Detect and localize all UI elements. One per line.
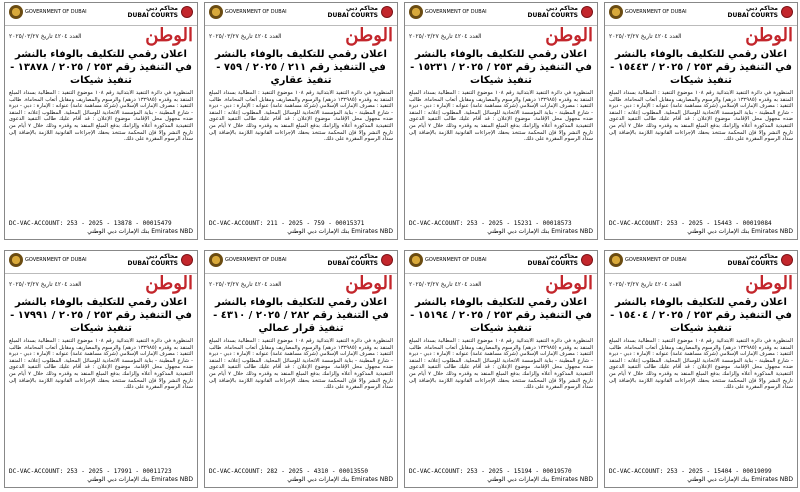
court-name-en: DUBAI COURTS	[127, 12, 178, 19]
court-logo	[127, 253, 193, 267]
newspaper-brand: الوطن	[545, 273, 593, 294]
dubai-emblem-icon	[409, 253, 423, 267]
court-name-ar: محاكم دبي	[546, 253, 578, 260]
notice-header	[405, 251, 597, 274]
notice-body: المنظورة في دائرة التنفيذ الابتدائية رقم ١٠٨ موضوع التنفيذ : المطالبة بسداد المبلغ المنفذ به وقدره (١٣٢٩٨٥ درهم) والرسوم والمصاريف ومقابل أتعاب المحاماة. طالب التنفيذ : مصرف الإمارات الإسلامي (شركة مساهمة عامة) عنوانه : الإمارة : دبي - ديرة - شارع المطينة - بناية المؤسسة الاتحادية للوسائل المحلية. المطلوب إعلانه : المنفذ ضده مجهول محل الإقامة. موضوع الإعلان : قد أقام عليك طالب التنفيذ الدعوى التنفيذية المذكورة أعلاه وإلزامك بدفع المبلغ المنفذ به وقدره وذلك خلال ٧ أيام من تاريخ النشر وإلا فإن المحكمة ستتخذ بحقك الإجراءات القانونية اللازمة بالإضافة إلى سداد الرسوم المقررة على ذلك.	[209, 90, 393, 143]
issue-date: العدد ٤٢٠٤ تاريخ ٢٠٢٥/٠٣/٢٧	[609, 32, 682, 40]
notice-header	[5, 3, 197, 26]
notice-header	[5, 251, 197, 274]
notice-card	[404, 250, 598, 488]
dubai-emblem-icon	[9, 5, 23, 19]
bank-name: Emirates NBD بنك الإمارات دبي الوطني	[287, 476, 393, 483]
newspaper-brand: الوطن	[145, 273, 193, 294]
account-code: DC-VAC-ACCOUNT: 253 - 2025 - 15231 - 00018573	[409, 220, 572, 227]
court-seal-icon	[581, 254, 593, 266]
account-code: DC-VAC-ACCOUNT: 253 - 2025 - 13878 - 00015479	[9, 220, 172, 227]
notice-header	[205, 251, 397, 274]
government-logo	[9, 5, 87, 19]
court-name-en: DUBAI COURTS	[527, 12, 578, 19]
dubai-emblem-icon	[9, 253, 23, 267]
notice-body: المنظورة في دائرة التنفيذ الابتدائية رقم ١٠٨ موضوع التنفيذ : المطالبة بسداد المبلغ المنفذ به وقدره (١٣٢٩٨٥ درهم) والرسوم والمصاريف ومقابل أتعاب المحاماة. طالب التنفيذ : مصرف الإمارات الإسلامي (شركة مساهمة عامة) عنوانه : الإمارة : دبي - ديرة - شارع المطينة - بناية المؤسسة الاتحادية للوسائل المحلية. المطلوب إعلانه : المنفذ ضده مجهول محل الإقامة. موضوع الإعلان : قد أقام عليك طالب التنفيذ الدعوى التنفيذية المذكورة أعلاه وإلزامك بدفع المبلغ المنفذ به وقدره وذلك خلال ٧ أيام من تاريخ النشر وإلا فإن المحكمة ستتخذ بحقك الإجراءات القانونية اللازمة بالإضافة إلى سداد الرسوم المقررة على ذلك.	[409, 90, 593, 143]
issue-date: العدد ٤٢٠٤ تاريخ ٢٠٢٥/٠٣/٢٧	[609, 280, 682, 288]
government-name: GOVERNMENT OF DUBAI	[225, 257, 287, 263]
court-name-en: DUBAI COURTS	[727, 260, 778, 267]
court-logo	[727, 5, 793, 19]
account-code: DC-VAC-ACCOUNT: 211 - 2025 - 759 - 00015371	[209, 220, 365, 227]
government-name: GOVERNMENT OF DUBAI	[425, 257, 487, 263]
notice-title: اعلان رقمي للتكليف بالوفاء بالنشر في التنفيذ رقم ٢٥٣ / ٢٠٢٥ / ١٣٨٧٨ - تنفيذ شيكات	[10, 49, 192, 86]
court-seal-icon	[781, 6, 793, 18]
government-name: GOVERNMENT OF DUBAI	[625, 9, 687, 15]
government-logo	[409, 253, 487, 267]
court-name-en: DUBAI COURTS	[127, 260, 178, 267]
account-code: DC-VAC-ACCOUNT: 253 - 2025 - 17991 - 00011723	[9, 468, 172, 475]
newspaper-brand: الوطن	[345, 273, 393, 294]
court-name-ar: محاكم دبي	[746, 253, 778, 260]
court-name-ar: محاكم دبي	[146, 253, 178, 260]
notice-title: اعلان رقمي للتكليف بالوفاء بالنشر في التنفيذ رقم ٢١١ / ٢٠٢٥ / ٧٥٩ - تنفيذ عقاري	[215, 49, 387, 86]
issue-date: العدد ٤٢٠٤ تاريخ ٢٠٢٥/٠٣/٢٧	[209, 280, 282, 288]
notice-body: المنظورة في دائرة التنفيذ الابتدائية رقم ١٠٨ موضوع التنفيذ : المطالبة بسداد المبلغ المنفذ به وقدره (١٣٢٩٨٥ درهم) والرسوم والمصاريف ومقابل أتعاب المحاماة. طالب التنفيذ : مصرف الإمارات الإسلامي (شركة مساهمة عامة) عنوانه : الإمارة : دبي - ديرة - شارع المطينة - بناية المؤسسة الاتحادية للوسائل المحلية. المطلوب إعلانه : المنفذ ضده مجهول محل الإقامة. موضوع الإعلان : قد أقام عليك طالب التنفيذ الدعوى التنفيذية المذكورة أعلاه وإلزامك بدفع المبلغ المنفذ به وقدره وذلك خلال ٧ أيام من تاريخ النشر وإلا فإن المحكمة ستتخذ بحقك الإجراءات القانونية اللازمة بالإضافة إلى سداد الرسوم المقررة على ذلك.	[209, 338, 393, 391]
notice-card	[4, 250, 198, 488]
notice-header	[205, 3, 397, 26]
court-name-ar: محاكم دبي	[146, 5, 178, 12]
notice-card	[604, 250, 798, 488]
newspaper-brand: الوطن	[145, 25, 193, 46]
bank-name: Emirates NBD بنك الإمارات دبي الوطني	[487, 228, 593, 235]
court-seal-icon	[581, 6, 593, 18]
notice-body: المنظورة في دائرة التنفيذ الابتدائية رقم ١٠٨ موضوع التنفيذ : المطالبة بسداد المبلغ المنفذ به وقدره (١٣٢٩٨٥ درهم) والرسوم والمصاريف ومقابل أتعاب المحاماة. طالب التنفيذ : مصرف الإمارات الإسلامي (شركة مساهمة عامة) عنوانه : الإمارة : دبي - ديرة - شارع المطينة - بناية المؤسسة الاتحادية للوسائل المحلية. المطلوب إعلانه : المنفذ ضده مجهول محل الإقامة. موضوع الإعلان : قد أقام عليك طالب التنفيذ الدعوى التنفيذية المذكورة أعلاه وإلزامك بدفع المبلغ المنفذ به وقدره وذلك خلال ٧ أيام من تاريخ النشر وإلا فإن المحكمة ستتخذ بحقك الإجراءات القانونية اللازمة بالإضافة إلى سداد الرسوم المقررة على ذلك.	[409, 338, 593, 391]
notice-body: المنظورة في دائرة التنفيذ الابتدائية رقم ١٠٨ موضوع التنفيذ : المطالبة بسداد المبلغ المنفذ به وقدره (١٣٢٩٨٥ درهم) والرسوم والمصاريف ومقابل أتعاب المحاماة. طالب التنفيذ : مصرف الإمارات الإسلامي (شركة مساهمة عامة) عنوانه : الإمارة : دبي - ديرة - شارع المطينة - بناية المؤسسة الاتحادية للوسائل المحلية. المطلوب إعلانه : المنفذ ضده مجهول محل الإقامة. موضوع الإعلان : قد أقام عليك طالب التنفيذ الدعوى التنفيذية المذكورة أعلاه وإلزامك بدفع المبلغ المنفذ به وقدره وذلك خلال ٧ أيام من تاريخ النشر وإلا فإن المحكمة ستتخذ بحقك الإجراءات القانونية اللازمة بالإضافة إلى سداد الرسوم المقررة على ذلك.	[9, 338, 193, 391]
dubai-emblem-icon	[609, 5, 623, 19]
notice-card	[404, 2, 598, 240]
government-logo	[409, 5, 487, 19]
court-name-en: DUBAI COURTS	[327, 12, 378, 19]
government-name: GOVERNMENT OF DUBAI	[25, 9, 87, 15]
newspaper-brand: الوطن	[745, 25, 793, 46]
court-logo	[127, 5, 193, 19]
bank-name: Emirates NBD بنك الإمارات دبي الوطني	[687, 228, 793, 235]
notice-title: اعلان رقمي للتكليف بالوفاء بالنشر في التنفيذ رقم ٢٥٣ / ٢٠٢٥ / ١٥٤٠٤ - تنفيذ شيكات	[610, 297, 792, 334]
notice-card	[4, 2, 198, 240]
government-logo	[209, 5, 287, 19]
newspaper-brand: الوطن	[745, 273, 793, 294]
issue-date: العدد ٤٢٠٤ تاريخ ٢٠٢٥/٠٣/٢٧	[409, 280, 482, 288]
notice-card	[204, 250, 398, 488]
government-name: GOVERNMENT OF DUBAI	[625, 257, 687, 263]
government-name: GOVERNMENT OF DUBAI	[25, 257, 87, 263]
government-logo	[609, 5, 687, 19]
notice-title: اعلان رقمي للتكليف بالوفاء بالنشر في التنفيذ رقم ٢٥٣ / ٢٠٢٥ / ١٥٢٣١ - تنفيذ شيكات	[410, 49, 592, 86]
issue-date: العدد ٤٢٠٤ تاريخ ٢٠٢٥/٠٣/٢٧	[409, 32, 482, 40]
government-logo	[209, 253, 287, 267]
court-seal-icon	[381, 254, 393, 266]
notice-title: اعلان رقمي للتكليف بالوفاء بالنشر في التنفيذ رقم ٢٥٣ / ٢٠٢٥ / ١٥١٩٤ - تنفيذ شيكات	[410, 297, 592, 334]
government-logo	[609, 253, 687, 267]
court-name-ar: محاكم دبي	[746, 5, 778, 12]
court-name-en: DUBAI COURTS	[727, 12, 778, 19]
court-name-en: DUBAI COURTS	[527, 260, 578, 267]
dubai-emblem-icon	[209, 5, 223, 19]
government-logo	[9, 253, 87, 267]
court-seal-icon	[381, 6, 393, 18]
account-code: DC-VAC-ACCOUNT: 282 - 2025 - 4310 - 00013550	[209, 468, 368, 475]
bank-name: Emirates NBD بنك الإمارات دبي الوطني	[487, 476, 593, 483]
dubai-emblem-icon	[609, 253, 623, 267]
government-name: GOVERNMENT OF DUBAI	[425, 9, 487, 15]
court-logo	[527, 5, 593, 19]
issue-date: العدد ٤٢٠٤ تاريخ ٢٠٢٥/٠٣/٢٧	[9, 280, 82, 288]
dubai-emblem-icon	[409, 5, 423, 19]
dubai-emblem-icon	[209, 253, 223, 267]
account-code: DC-VAC-ACCOUNT: 253 - 2025 - 15404 - 00019099	[609, 468, 772, 475]
bank-name: Emirates NBD بنك الإمارات دبي الوطني	[87, 476, 193, 483]
court-logo	[727, 253, 793, 267]
newspaper-brand: الوطن	[345, 25, 393, 46]
court-logo	[327, 253, 393, 267]
notice-header	[605, 3, 797, 26]
court-name-ar: محاكم دبي	[546, 5, 578, 12]
notice-header	[405, 3, 597, 26]
government-name: GOVERNMENT OF DUBAI	[225, 9, 287, 15]
bank-name: Emirates NBD بنك الإمارات دبي الوطني	[287, 228, 393, 235]
account-code: DC-VAC-ACCOUNT: 253 - 2025 - 15443 - 00019084	[609, 220, 772, 227]
bank-name: Emirates NBD بنك الإمارات دبي الوطني	[687, 476, 793, 483]
notice-title: اعلان رقمي للتكليف بالوفاء بالنشر في التنفيذ رقم ٢٥٣ / ٢٠٢٥ / ١٥٤٤٣ - تنفيذ شيكات	[610, 49, 792, 86]
court-name-en: DUBAI COURTS	[327, 260, 378, 267]
court-logo	[327, 5, 393, 19]
newspaper-brand: الوطن	[545, 25, 593, 46]
court-name-ar: محاكم دبي	[346, 253, 378, 260]
account-code: DC-VAC-ACCOUNT: 253 - 2025 - 15194 - 00019570	[409, 468, 572, 475]
notice-body: المنظورة في دائرة التنفيذ الابتدائية رقم ١٠٨ موضوع التنفيذ : المطالبة بسداد المبلغ المنفذ به وقدره (١٣٢٩٨٥ درهم) والرسوم والمصاريف ومقابل أتعاب المحاماة. طالب التنفيذ : مصرف الإمارات الإسلامي (شركة مساهمة عامة) عنوانه : الإمارة : دبي - ديرة - شارع المطينة - بناية المؤسسة الاتحادية للوسائل المحلية. المطلوب إعلانه : المنفذ ضده مجهول محل الإقامة. موضوع الإعلان : قد أقام عليك طالب التنفيذ الدعوى التنفيذية المذكورة أعلاه وإلزامك بدفع المبلغ المنفذ به وقدره وذلك خلال ٧ أيام من تاريخ النشر وإلا فإن المحكمة ستتخذ بحقك الإجراءات القانونية اللازمة بالإضافة إلى سداد الرسوم المقررة على ذلك.	[609, 90, 793, 143]
bank-name: Emirates NBD بنك الإمارات دبي الوطني	[87, 228, 193, 235]
court-seal-icon	[181, 6, 193, 18]
notice-card	[204, 2, 398, 240]
issue-date: العدد ٤٢٠٤ تاريخ ٢٠٢٥/٠٣/٢٧	[209, 32, 282, 40]
notice-header	[605, 251, 797, 274]
notice-title: اعلان رقمي للتكليف بالوفاء بالنشر في التنفيذ رقم ٢٥٣ / ٢٠٢٥ / ١٧٩٩١ - تنفيذ شيكات	[10, 297, 192, 334]
notice-card	[604, 2, 798, 240]
court-name-ar: محاكم دبي	[346, 5, 378, 12]
notice-body: المنظورة في دائرة التنفيذ الابتدائية رقم ١٠٨ موضوع التنفيذ : المطالبة بسداد المبلغ المنفذ به وقدره (١٣٢٩٨٥ درهم) والرسوم والمصاريف ومقابل أتعاب المحاماة. طالب التنفيذ : مصرف الإمارات الإسلامي (شركة مساهمة عامة) عنوانه : الإمارة : دبي - ديرة - شارع المطينة - بناية المؤسسة الاتحادية للوسائل المحلية. المطلوب إعلانه : المنفذ ضده مجهول محل الإقامة. موضوع الإعلان : قد أقام عليك طالب التنفيذ الدعوى التنفيذية المذكورة أعلاه وإلزامك بدفع المبلغ المنفذ به وقدره وذلك خلال ٧ أيام من تاريخ النشر وإلا فإن المحكمة ستتخذ بحقك الإجراءات القانونية اللازمة بالإضافة إلى سداد الرسوم المقررة على ذلك.	[609, 338, 793, 391]
notice-body: المنظورة في دائرة التنفيذ الابتدائية رقم ١٠٨ موضوع التنفيذ : المطالبة بسداد المبلغ المنفذ به وقدره (١٣٢٩٨٥ درهم) والرسوم والمصاريف ومقابل أتعاب المحاماة. طالب التنفيذ : مصرف الإمارات الإسلامي (شركة مساهمة عامة) عنوانه : الإمارة : دبي - ديرة - شارع المطينة - بناية المؤسسة الاتحادية للوسائل المحلية. المطلوب إعلانه : المنفذ ضده مجهول محل الإقامة. موضوع الإعلان : قد أقام عليك طالب التنفيذ الدعوى التنفيذية المذكورة أعلاه وإلزامك بدفع المبلغ المنفذ به وقدره وذلك خلال ٧ أيام من تاريخ النشر وإلا فإن المحكمة ستتخذ بحقك الإجراءات القانونية اللازمة بالإضافة إلى سداد الرسوم المقررة على ذلك.	[9, 90, 193, 143]
court-seal-icon	[781, 254, 793, 266]
notice-title: اعلان رقمي للتكليف بالوفاء بالنشر في التنفيذ رقم ٢٨٢ / ٢٠٢٥ / ٤٣١٠ - تنفيذ قرار عمالي	[213, 297, 389, 334]
issue-date: العدد ٤٢٠٤ تاريخ ٢٠٢٥/٠٣/٢٧	[9, 32, 82, 40]
court-logo	[527, 253, 593, 267]
court-seal-icon	[181, 254, 193, 266]
